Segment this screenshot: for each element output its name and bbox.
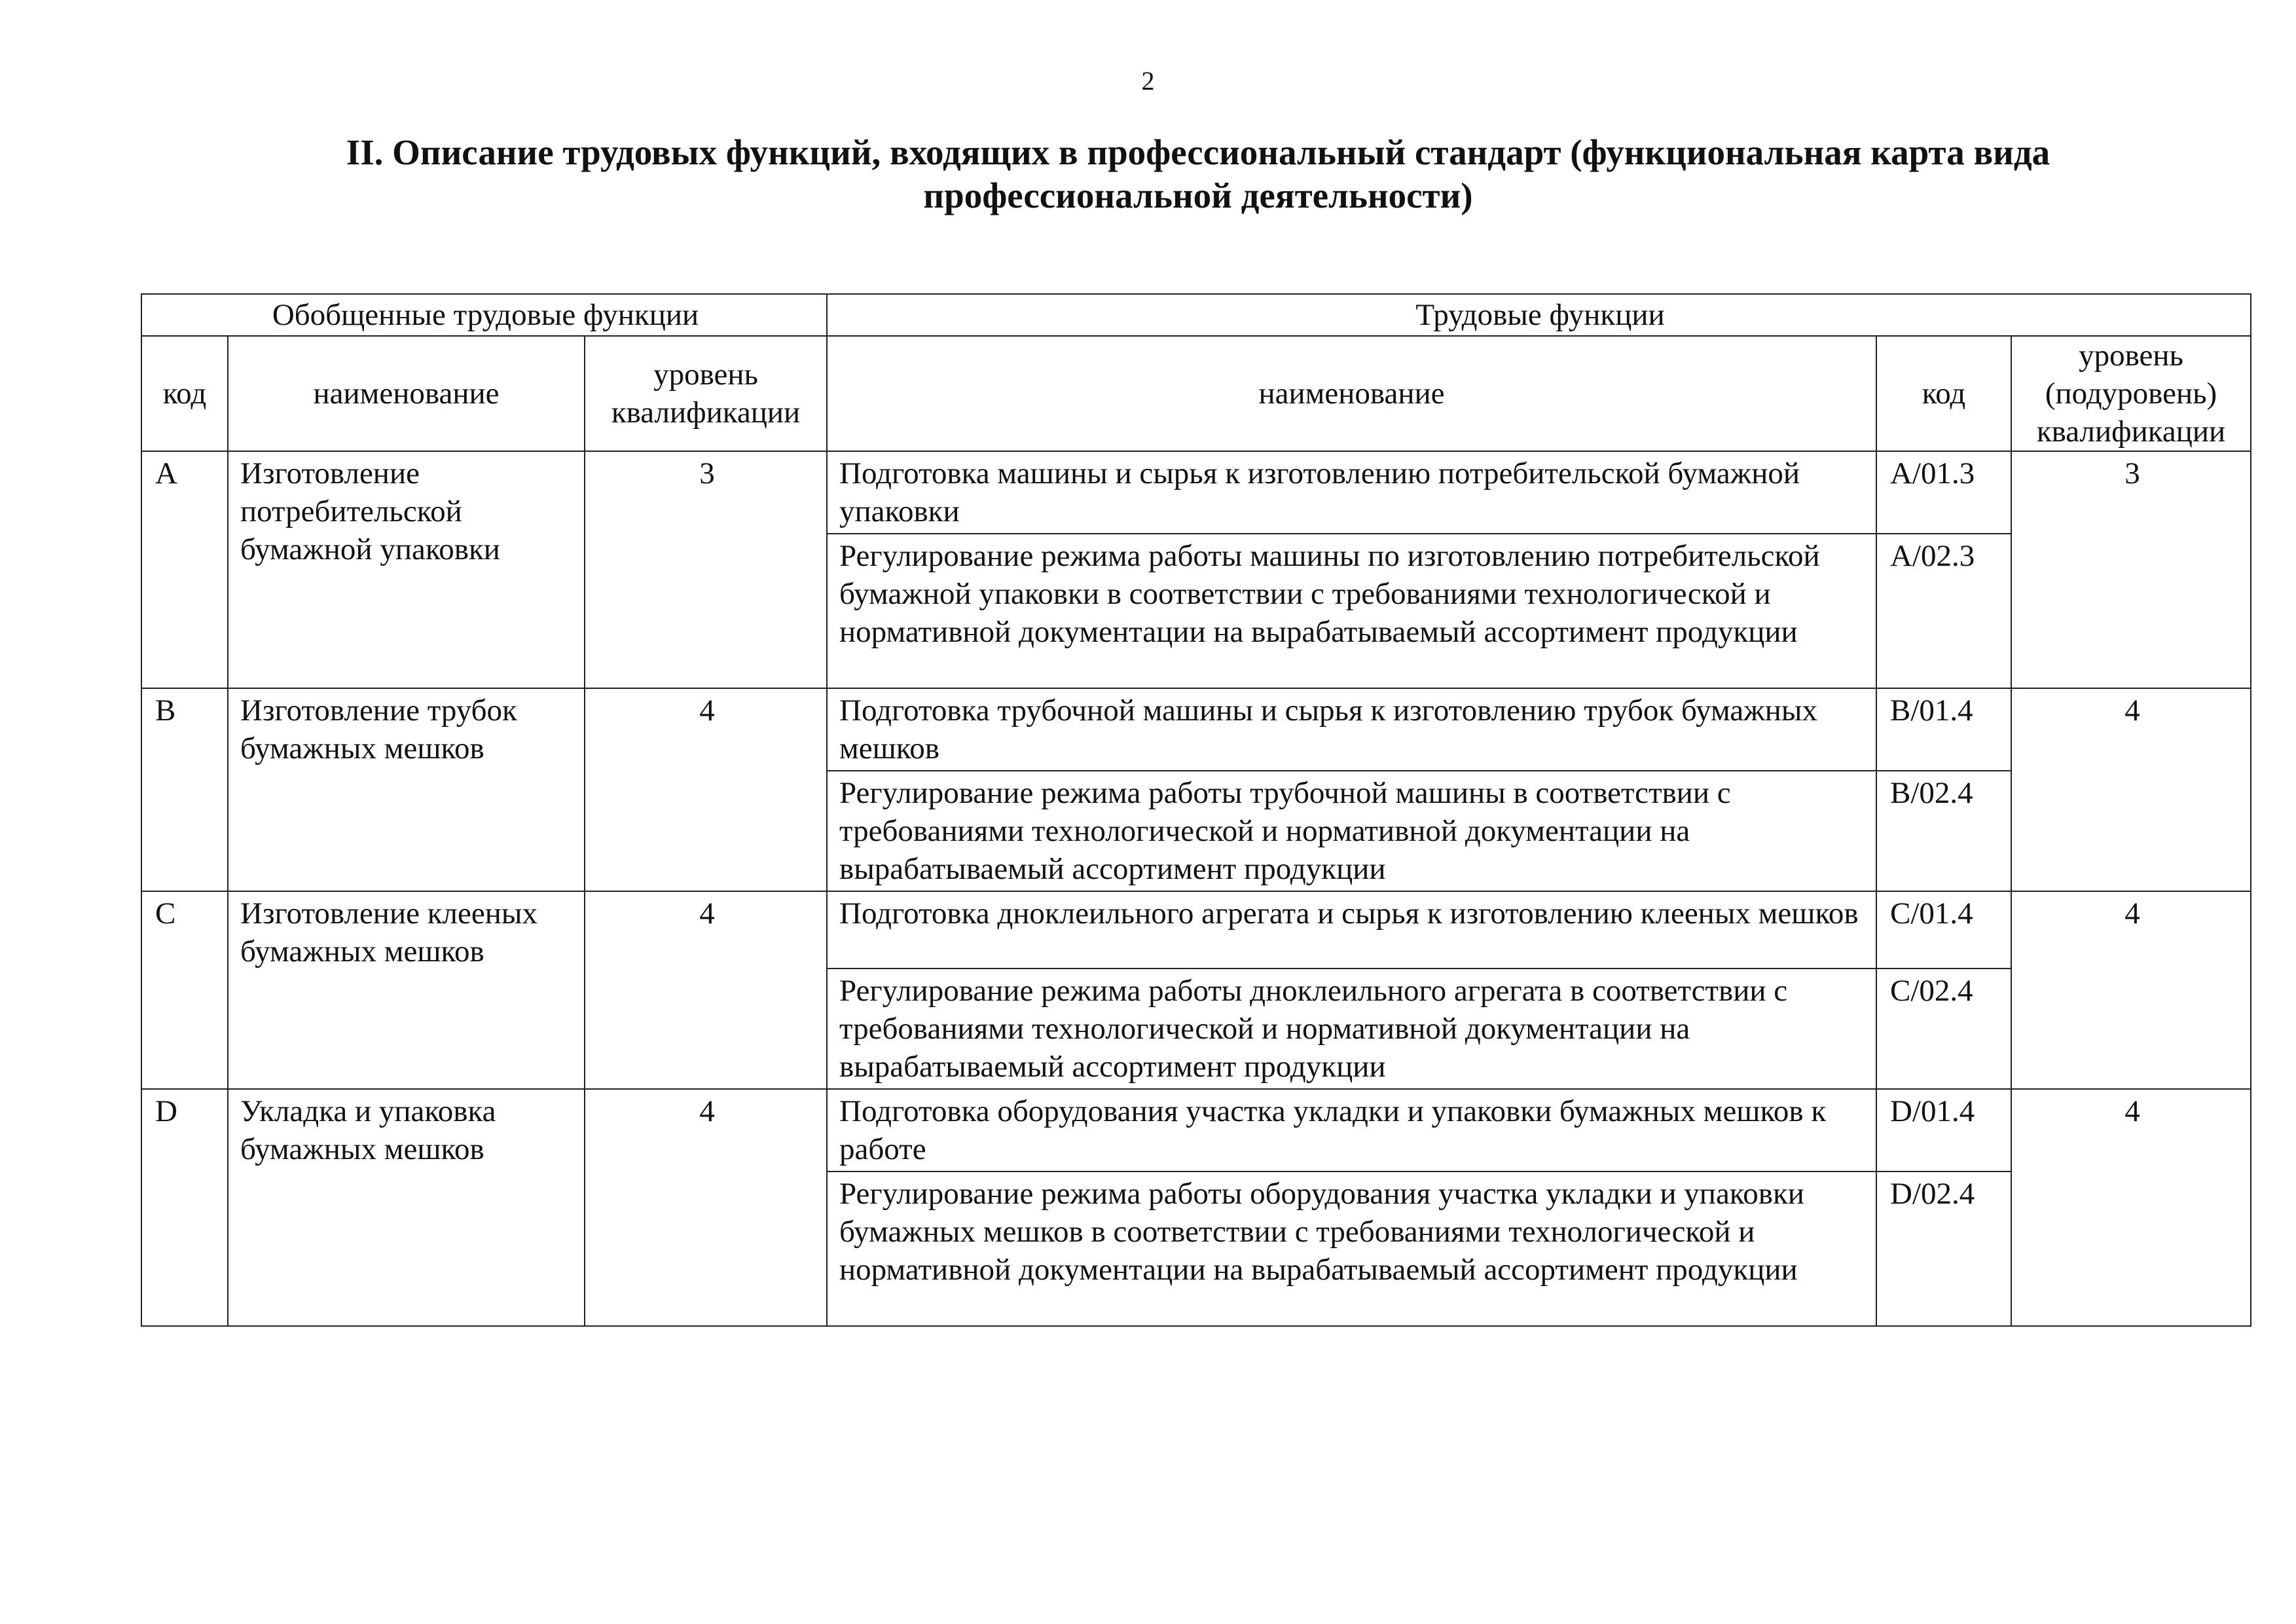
gf-name-cell: Укладка и упаковка бумажных мешков (228, 1089, 585, 1326)
tf-code-cell: C/02.4 (1876, 969, 2011, 1089)
tf-name-cell: Регулирование режима работы трубочной машины в соответствии с требованиями технологической и нормативной документации на вырабатываемый ассортимент продукции (827, 771, 1876, 891)
tf-name-cell: Подготовка оборудования участка укладки и упаковки бумажных мешков к работе (827, 1089, 1876, 1172)
gf-level-cell: 4 (585, 688, 827, 891)
tf-code-cell: A/02.3 (1876, 534, 2011, 688)
tf-name-cell: Регулирование режима работы дноклеильного агрегата в соответствии с требованиями технологической и нормативной документации на вырабатываемый ассортимент продукции (827, 969, 1876, 1089)
tf-name-cell: Подготовка машины и сырья к изготовлению потребительской бумажной упаковки (827, 451, 1876, 534)
tf-name-cell: Регулирование режима работы оборудования участка укладки и упаковки бумажных мешков в соответствии с требованиями технологической и нормативной документации на вырабатываемый ассортимент продукции (827, 1172, 1876, 1326)
gf-level-cell: 4 (585, 1089, 827, 1326)
labor-functions-header: Трудовые функции (827, 294, 2251, 336)
gf-level-header: уровень квалификации (585, 336, 827, 451)
section-title: II. Описание трудовых функций, входящих в профессиональный стандарт (функциональная карта вида профессиональной деятельности) (346, 132, 2050, 215)
gf-code-cell: C (141, 891, 228, 1089)
tf-name-cell: Регулирование режима работы машины по изготовлению потребительской бумажной упаковки в соответствии с требованиями технологической и нормативной документации на вырабатываемый ассортимент продукции (827, 534, 1876, 688)
tf-name-cell: Подготовка дноклеильного агрегата и сырья к изготовлению клееных мешков (827, 891, 1876, 969)
column-header-row (141, 336, 2251, 451)
tf-code-cell: D/02.4 (1876, 1172, 2011, 1326)
tf-code-cell: A/01.3 (1876, 451, 2011, 534)
tf-level-cell: 3 (2011, 451, 2251, 688)
gf-code-header: код (141, 336, 228, 451)
tf-code-cell: B/01.4 (1876, 688, 2011, 771)
gf-code-cell: D (141, 1089, 228, 1326)
gf-name-cell: Изготовление трубок бумажных мешков (228, 688, 585, 891)
tf-level-cell: 4 (2011, 1089, 2251, 1326)
table-row (141, 1089, 2251, 1172)
tf-code-cell: B/02.4 (1876, 771, 2011, 891)
group-header-row (141, 294, 2251, 336)
functional-map-table (141, 293, 2251, 1327)
tf-level-cell: 4 (2011, 688, 2251, 891)
gf-code-cell: B (141, 688, 228, 891)
functional-map-table-container (141, 293, 2250, 1327)
tf-name-cell: Подготовка трубочной машины и сырья к изготовлению трубок бумажных мешков (827, 688, 1876, 771)
tf-code-cell: D/01.4 (1876, 1089, 2011, 1172)
table-row (141, 451, 2251, 534)
gf-name-cell: Изготовление клееных бумажных мешков (228, 891, 585, 1089)
tf-level-cell: 4 (2011, 891, 2251, 1089)
table-row (141, 688, 2251, 771)
gf-name-cell: Изготовление потребительской бумажной упаковки (228, 451, 585, 688)
tf-code-header: код (1876, 336, 2011, 451)
tf-name-header: наименование (827, 336, 1876, 451)
gf-name-header: наименование (228, 336, 585, 451)
tf-code-cell: C/01.4 (1876, 891, 2011, 969)
page-number: 2 (1141, 66, 1155, 96)
gf-level-cell: 4 (585, 891, 827, 1089)
gf-level-cell: 3 (585, 451, 827, 688)
generalized-functions-header: Обобщенные трудовые функции (141, 294, 827, 336)
table-row (141, 891, 2251, 969)
tf-level-header: уровень (подуровень) квалификации (2011, 336, 2251, 451)
gf-code-cell: A (141, 451, 228, 688)
